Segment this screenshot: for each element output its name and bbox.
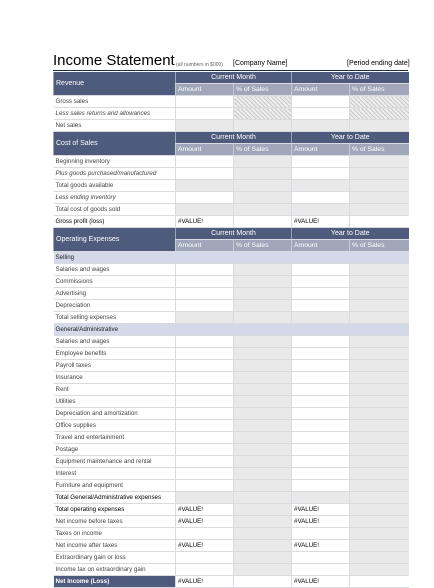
total-operating-row: [54, 504, 409, 516]
cell: [350, 156, 409, 168]
cell[interactable]: [176, 384, 234, 396]
cell: [234, 516, 292, 528]
cell[interactable]: [176, 456, 234, 468]
row-label: Total cost of goods sold: [54, 204, 176, 216]
cell[interactable]: [176, 276, 234, 288]
cell: [350, 504, 409, 516]
operating-section-title: Operating Expenses: [54, 228, 176, 252]
cell[interactable]: [292, 444, 350, 456]
year-to-date-header: Year to Date: [292, 72, 409, 84]
selling-subsection-title: Selling: [54, 252, 409, 264]
net-after-tax-cm-value: #VALUE!: [176, 540, 234, 552]
table-row: [54, 180, 409, 192]
ga-subsection-title: General/Administrative: [54, 324, 409, 336]
table-row: [54, 276, 409, 288]
cell[interactable]: [176, 372, 234, 384]
total-operating-cm-value: #VALUE!: [176, 504, 234, 516]
cell: [234, 96, 292, 108]
cell[interactable]: [292, 552, 350, 564]
period-ending-date[interactable]: [Period ending date]: [347, 60, 410, 67]
cell: [176, 120, 234, 132]
cell[interactable]: [292, 372, 350, 384]
cell: [350, 216, 409, 228]
cost-of-sales-header-row: [54, 132, 409, 144]
amount-header: Amount: [176, 84, 234, 96]
income-table: [53, 72, 409, 588]
cell: [350, 96, 409, 108]
cell: [234, 108, 292, 120]
table-row: [54, 420, 409, 432]
page-title: Income Statement: [53, 52, 175, 69]
cell[interactable]: [292, 336, 350, 348]
cell[interactable]: [176, 396, 234, 408]
amount-header: Amount: [292, 240, 350, 252]
cell[interactable]: [176, 528, 234, 540]
cell: [292, 120, 350, 132]
cell: [350, 420, 409, 432]
row-label: Plus goods purchased/manufactured: [54, 168, 176, 180]
gross-profit-row: [54, 216, 409, 228]
row-label: Less ending inventory: [54, 192, 176, 204]
cell: [234, 384, 292, 396]
gross-profit-cm-value: #VALUE!: [176, 216, 234, 228]
cell: [350, 552, 409, 564]
cell: [176, 204, 234, 216]
cell: [350, 336, 409, 348]
net-income-label: Net Income (Loss): [54, 576, 176, 588]
table-row: [54, 192, 409, 204]
ga-subsection-row: [54, 324, 409, 336]
row-label: Commissions: [54, 276, 176, 288]
operating-header-row: [54, 228, 409, 240]
pct-sales-header: % of Sales: [234, 144, 292, 156]
total-operating-ytd-value: #VALUE!: [292, 504, 350, 516]
net-income-cm-value: #VALUE!: [176, 576, 234, 588]
net-after-tax-ytd-value: #VALUE!: [292, 540, 350, 552]
cell: [350, 360, 409, 372]
extraordinary-row: [54, 552, 409, 564]
cell: [234, 180, 292, 192]
cell: [234, 156, 292, 168]
cell[interactable]: [176, 360, 234, 372]
table-row: [54, 312, 409, 324]
cell[interactable]: [176, 168, 234, 180]
cell: [234, 420, 292, 432]
cell[interactable]: [176, 108, 234, 120]
cell: [234, 168, 292, 180]
cell: [350, 348, 409, 360]
row-label: Net sales: [54, 120, 176, 132]
cell: [234, 576, 292, 588]
amount-header: Amount: [292, 144, 350, 156]
cell[interactable]: [292, 264, 350, 276]
table-row: [54, 480, 409, 492]
revenue-section-title: Revenue: [54, 72, 176, 96]
cell: [234, 504, 292, 516]
table-row: [54, 204, 409, 216]
cell[interactable]: [292, 300, 350, 312]
row-label: Gross profit (loss): [54, 216, 176, 228]
pct-sales-header: % of Sales: [234, 84, 292, 96]
cell: [234, 288, 292, 300]
cell: [234, 276, 292, 288]
cell: [234, 204, 292, 216]
cell[interactable]: [292, 480, 350, 492]
total-ga-row: [54, 492, 409, 504]
row-label: Insurance: [54, 372, 176, 384]
gross-profit-ytd-value: #VALUE!: [292, 216, 350, 228]
cell: [350, 576, 409, 588]
cell: [350, 300, 409, 312]
cell: [350, 168, 409, 180]
row-label: Less sales returns and allowances: [54, 108, 176, 120]
cell: [234, 468, 292, 480]
row-label: Depreciation and amortization: [54, 408, 176, 420]
row-label: Salaries and wages: [54, 264, 176, 276]
cell[interactable]: [176, 96, 234, 108]
cell[interactable]: [292, 276, 350, 288]
cell: [234, 492, 292, 504]
cell: [350, 384, 409, 396]
amount-header: Amount: [292, 84, 350, 96]
cell[interactable]: [176, 444, 234, 456]
cell: [234, 360, 292, 372]
cell: [234, 396, 292, 408]
row-label: Total selling expenses: [54, 312, 176, 324]
pct-sales-header: % of Sales: [350, 84, 409, 96]
year-to-date-header: Year to Date: [292, 228, 409, 240]
pct-sales-header: % of Sales: [234, 240, 292, 252]
cell: [234, 300, 292, 312]
row-label: Furniture and equipment: [54, 480, 176, 492]
cell[interactable]: [292, 528, 350, 540]
table-row: [54, 468, 409, 480]
table-row: [54, 288, 409, 300]
cell[interactable]: [292, 348, 350, 360]
row-label: Payroll taxes: [54, 360, 176, 372]
row-label: Salaries and wages: [54, 336, 176, 348]
cell: [234, 456, 292, 468]
taxes-row: [54, 528, 409, 540]
amount-header: Amount: [176, 240, 234, 252]
cell: [234, 408, 292, 420]
cell: [234, 336, 292, 348]
row-label: Income tax on extraordinary gain: [54, 564, 176, 576]
company-name[interactable]: [Company Name]: [233, 60, 288, 67]
table-row: [54, 432, 409, 444]
net-before-tax-ytd-value: #VALUE!: [292, 516, 350, 528]
cell: [234, 216, 292, 228]
table-row: [54, 408, 409, 420]
table-row: [54, 336, 409, 348]
cell: [350, 408, 409, 420]
table-row: [54, 456, 409, 468]
row-label: Advertising: [54, 288, 176, 300]
row-label: Net income after taxes: [54, 540, 176, 552]
cell[interactable]: [292, 192, 350, 204]
cell[interactable]: [176, 300, 234, 312]
cell[interactable]: [176, 552, 234, 564]
cell[interactable]: [292, 408, 350, 420]
net-before-tax-row: [54, 516, 409, 528]
cell: [350, 312, 409, 324]
table-row: [54, 264, 409, 276]
cell: [234, 192, 292, 204]
row-label: Interest: [54, 468, 176, 480]
cell: [234, 552, 292, 564]
cell: [350, 456, 409, 468]
cell: [292, 492, 350, 504]
row-label: Net income before taxes: [54, 516, 176, 528]
net-after-tax-row: [54, 540, 409, 552]
current-month-header: Current Month: [176, 228, 292, 240]
cell: [350, 540, 409, 552]
cell: [176, 180, 234, 192]
table-row: [54, 384, 409, 396]
cell: [350, 480, 409, 492]
cell[interactable]: [176, 156, 234, 168]
table-row: [54, 300, 409, 312]
row-label: Equipment maintenance and rental: [54, 456, 176, 468]
cell: [350, 108, 409, 120]
cell: [176, 492, 234, 504]
cell[interactable]: [176, 480, 234, 492]
cell: [350, 120, 409, 132]
cell: [234, 480, 292, 492]
cell[interactable]: [292, 156, 350, 168]
cell[interactable]: [292, 360, 350, 372]
row-label: Travel and entertainment: [54, 432, 176, 444]
cell[interactable]: [292, 384, 350, 396]
row-label: Extraordinary gain or loss: [54, 552, 176, 564]
cell: [234, 312, 292, 324]
cell[interactable]: [176, 336, 234, 348]
cell: [350, 432, 409, 444]
cell[interactable]: [292, 168, 350, 180]
cell: [350, 264, 409, 276]
cell: [350, 468, 409, 480]
row-label: Total goods available: [54, 180, 176, 192]
net-income-row: [54, 576, 409, 588]
cell: [350, 528, 409, 540]
row-label: Utilities: [54, 396, 176, 408]
cell: [350, 192, 409, 204]
table-row: [54, 396, 409, 408]
pct-sales-header: % of Sales: [350, 144, 409, 156]
cell: [234, 372, 292, 384]
cell: [234, 540, 292, 552]
year-to-date-header: Year to Date: [292, 132, 409, 144]
cell[interactable]: [292, 96, 350, 108]
cell: [176, 312, 234, 324]
selling-subsection-row: [54, 252, 409, 264]
title-rule: [53, 70, 408, 71]
row-label: Total General/Administrative expenses: [54, 492, 176, 504]
cell: [234, 432, 292, 444]
pct-sales-header: % of Sales: [350, 240, 409, 252]
current-month-header: Current Month: [176, 132, 292, 144]
table-row: [54, 360, 409, 372]
cell: [234, 348, 292, 360]
cell[interactable]: [292, 420, 350, 432]
cell[interactable]: [292, 108, 350, 120]
table-row: [54, 120, 409, 132]
cell[interactable]: [176, 468, 234, 480]
cost-of-sales-section-title: Cost of Sales: [54, 132, 176, 156]
cell: [350, 444, 409, 456]
table-row: [54, 372, 409, 384]
cell: [350, 180, 409, 192]
cell: [350, 276, 409, 288]
cell[interactable]: [292, 288, 350, 300]
units-note: (all numbers in $000): [176, 62, 223, 68]
cell: [350, 204, 409, 216]
table-row: [54, 96, 409, 108]
cell[interactable]: [176, 432, 234, 444]
row-label: Office supplies: [54, 420, 176, 432]
cell[interactable]: [292, 432, 350, 444]
cell: [350, 396, 409, 408]
row-label: Postage: [54, 444, 176, 456]
cell[interactable]: [176, 348, 234, 360]
net-income-ytd-value: #VALUE!: [292, 576, 350, 588]
row-label: Total operating expenses: [54, 504, 176, 516]
table-row: [54, 156, 409, 168]
table-row: [54, 168, 409, 180]
amount-header: Amount: [176, 144, 234, 156]
current-month-header: Current Month: [176, 72, 292, 84]
cell[interactable]: [176, 408, 234, 420]
table-row: [54, 108, 409, 120]
cell: [292, 312, 350, 324]
table-row: [54, 444, 409, 456]
cell: [234, 444, 292, 456]
net-before-tax-cm-value: #VALUE!: [176, 516, 234, 528]
cell: [292, 204, 350, 216]
cell: [234, 120, 292, 132]
cell: [350, 516, 409, 528]
cell: [292, 180, 350, 192]
cell: [350, 492, 409, 504]
cell[interactable]: [176, 420, 234, 432]
row-label: Beginning inventory: [54, 156, 176, 168]
cell[interactable]: [176, 192, 234, 204]
cell: [234, 528, 292, 540]
revenue-header-row: [54, 72, 409, 84]
cell: [350, 288, 409, 300]
cell: [234, 264, 292, 276]
table-row: [54, 348, 409, 360]
cell[interactable]: [176, 264, 234, 276]
row-label: Gross sales: [54, 96, 176, 108]
cell[interactable]: [292, 456, 350, 468]
cell: [350, 372, 409, 384]
row-label: Rent: [54, 384, 176, 396]
row-label: Employee benefits: [54, 348, 176, 360]
cell[interactable]: [176, 288, 234, 300]
cell[interactable]: [292, 468, 350, 480]
row-label: Taxes on income: [54, 528, 176, 540]
cell[interactable]: [292, 396, 350, 408]
row-label: Depreciation: [54, 300, 176, 312]
